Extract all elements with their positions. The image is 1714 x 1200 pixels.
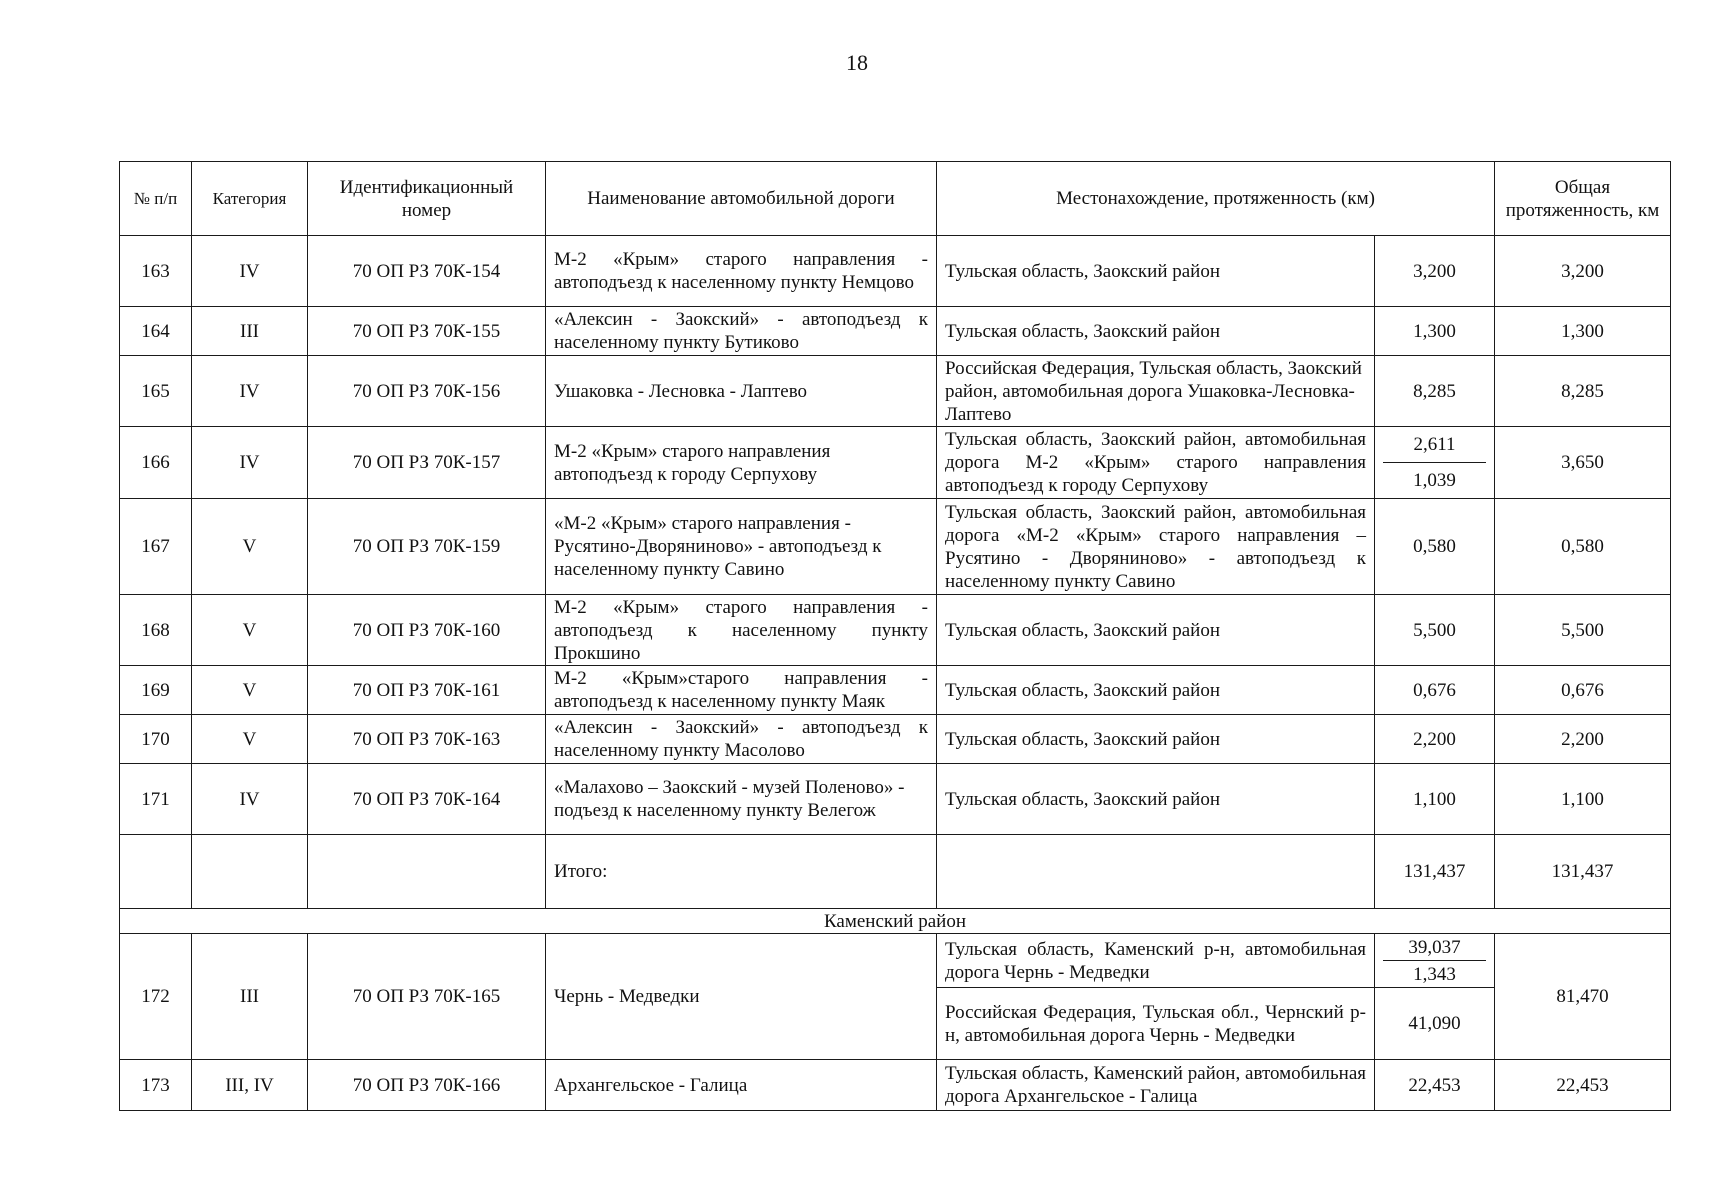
row-id: 70 ОП РЗ 70К-166	[308, 1060, 546, 1111]
row-length: 1,300	[1375, 307, 1495, 356]
row-id: 70 ОП РЗ 70К-157	[308, 427, 546, 499]
page-number: 18	[846, 50, 868, 75]
district-heading: Каменский район	[120, 909, 1671, 934]
row-total: 1,100	[1495, 764, 1671, 835]
row-id: 70 ОП РЗ 70К-161	[308, 666, 546, 715]
row-total: 81,470	[1495, 934, 1671, 1060]
subtotal-length: 131,437	[1375, 835, 1495, 909]
row-length-part: 1,343	[1383, 960, 1486, 987]
row-id: 70 ОП РЗ 70К-154	[308, 236, 546, 307]
row-length: 0,676	[1375, 666, 1495, 715]
row-category: V	[192, 595, 308, 666]
table-row	[120, 307, 1671, 356]
table-row	[120, 595, 1671, 666]
row-num: 169	[120, 666, 192, 715]
row-id: 70 ОП РЗ 70К-155	[308, 307, 546, 356]
row-length: 22,453	[1375, 1060, 1495, 1111]
row-name: М-2 «Крым» старого направления - автоподъезд к населенному пункту Немцово	[546, 236, 937, 307]
subtotal-label: Итого:	[546, 835, 937, 909]
row-location: Тульская область, Заокский район	[937, 236, 1375, 307]
row-id: 70 ОП РЗ 70К-164	[308, 764, 546, 835]
table-row	[120, 499, 1671, 595]
row-name: М-2 «Крым» старого направления автоподъезд к городу Серпухову	[546, 427, 937, 499]
header-id: Идентификационный номер	[308, 162, 546, 236]
header-num: № п/п	[120, 162, 192, 236]
row-location: Тульская область, Заокский район, автомобильная дорога М-2 «Крым» старого направления автоподъезд к городу Серпухову	[937, 427, 1375, 499]
subtotal-empty	[120, 835, 192, 909]
row-total: 1,300	[1495, 307, 1671, 356]
table-row	[120, 934, 1671, 988]
row-category: III, IV	[192, 1060, 308, 1111]
roads-table	[119, 161, 1671, 1111]
row-id: 70 ОП РЗ 70К-160	[308, 595, 546, 666]
row-name: Чернь - Медведки	[546, 934, 937, 1060]
row-lengths	[1375, 427, 1495, 499]
row-category: IV	[192, 356, 308, 427]
row-total: 2,200	[1495, 715, 1671, 764]
table-row	[120, 715, 1671, 764]
subtotal-empty	[308, 835, 546, 909]
row-lengths	[1375, 934, 1495, 988]
header-location: Местонахождение, протяженность (км)	[937, 162, 1495, 236]
row-length: 41,090	[1375, 988, 1495, 1060]
row-location: Тульская область, Заокский район	[937, 715, 1375, 764]
row-num: 171	[120, 764, 192, 835]
row-total: 3,650	[1495, 427, 1671, 499]
row-location: Тульская область, Заокский район	[937, 764, 1375, 835]
row-location: Тульская область, Каменский район, автомобильная дорога Архангельское - Галица	[937, 1060, 1375, 1111]
row-length: 8,285	[1375, 356, 1495, 427]
row-length-part: 1,039	[1383, 462, 1486, 498]
district-row	[120, 909, 1671, 934]
row-total: 0,580	[1495, 499, 1671, 595]
row-num: 166	[120, 427, 192, 499]
header-total: Общая протяженность, км	[1495, 162, 1671, 236]
subtotal-empty	[937, 835, 1375, 909]
table-row	[120, 666, 1671, 715]
table-row	[120, 1060, 1671, 1111]
table-row	[120, 764, 1671, 835]
subtotal-total: 131,437	[1495, 835, 1671, 909]
row-total: 8,285	[1495, 356, 1671, 427]
row-category: III	[192, 307, 308, 356]
table-header-row	[120, 162, 1671, 236]
row-num: 163	[120, 236, 192, 307]
row-category: IV	[192, 427, 308, 499]
row-name: «Алексин - Заокский» - автоподъезд к населенному пункту Масолово	[546, 715, 937, 764]
row-name: «Алексин - Заокский» - автоподъезд к населенному пункту Бутиково	[546, 307, 937, 356]
row-length: 5,500	[1375, 595, 1495, 666]
row-id: 70 ОП РЗ 70К-156	[308, 356, 546, 427]
row-location: Тульская область, Заокский район, автомобильная дорога «М-2 «Крым» старого направления – Русятино - Дворяниново» - автоподъезд к населенному пункту Савино	[937, 499, 1375, 595]
row-total: 22,453	[1495, 1060, 1671, 1111]
row-category: III	[192, 934, 308, 1060]
row-num: 167	[120, 499, 192, 595]
row-length-part: 2,611	[1413, 434, 1456, 455]
row-length: 0,580	[1375, 499, 1495, 595]
subtotal-empty	[192, 835, 308, 909]
row-category: IV	[192, 764, 308, 835]
header-name: Наименование автомобильной дороги	[546, 162, 937, 236]
subtotal-row	[120, 835, 1671, 909]
table-row	[120, 236, 1671, 307]
row-location: Тульская область, Заокский район	[937, 595, 1375, 666]
table-row	[120, 427, 1671, 499]
row-category: V	[192, 499, 308, 595]
row-total: 0,676	[1495, 666, 1671, 715]
row-location: Российская Федерация, Тульская обл., Чернский р-н, автомобильная дорога Чернь - Медведки	[937, 988, 1375, 1060]
row-num: 173	[120, 1060, 192, 1111]
row-name: Архангельское - Галица	[546, 1060, 937, 1111]
row-id: 70 ОП РЗ 70К-159	[308, 499, 546, 595]
row-length: 2,200	[1375, 715, 1495, 764]
row-category: V	[192, 715, 308, 764]
row-length: 1,100	[1375, 764, 1495, 835]
row-id: 70 ОП РЗ 70К-165	[308, 934, 546, 1060]
row-total: 5,500	[1495, 595, 1671, 666]
table-row	[120, 356, 1671, 427]
row-length: 3,200	[1375, 236, 1495, 307]
row-num: 168	[120, 595, 192, 666]
row-name: «Малахово – Заокский - музей Поленово» - подъезд к населенному пункту Велегож	[546, 764, 937, 835]
row-location: Тульская область, Заокский район	[937, 307, 1375, 356]
row-category: IV	[192, 236, 308, 307]
row-num: 172	[120, 934, 192, 1060]
row-location: Тульская область, Каменский р-н, автомобильная дорога Чернь - Медведки	[937, 934, 1375, 988]
row-id: 70 ОП РЗ 70К-163	[308, 715, 546, 764]
row-name: Ушаковка - Лесновка - Лаптево	[546, 356, 937, 427]
row-num: 164	[120, 307, 192, 356]
row-name: М-2 «Крым» старого направления - автоподъезд к населенному пункту Прокшино	[546, 595, 937, 666]
row-location: Тульская область, Заокский район	[937, 666, 1375, 715]
header-category: Категория	[192, 162, 308, 236]
row-name: «М-2 «Крым» старого направления - Русятино-Дворяниново» - автоподъезд к населенному пункту Савино	[546, 499, 937, 595]
row-category: V	[192, 666, 308, 715]
row-length-part: 39,037	[1408, 936, 1461, 958]
row-num: 165	[120, 356, 192, 427]
row-name: М-2 «Крым»старого направления - автоподъезд к населенному пункту Маяк	[546, 666, 937, 715]
row-num: 170	[120, 715, 192, 764]
row-location: Российская Федерация, Тульская область, Заокский район, автомобильная дорога Ушаковка-Лесновка-Лаптево	[937, 356, 1375, 427]
row-total: 3,200	[1495, 236, 1671, 307]
